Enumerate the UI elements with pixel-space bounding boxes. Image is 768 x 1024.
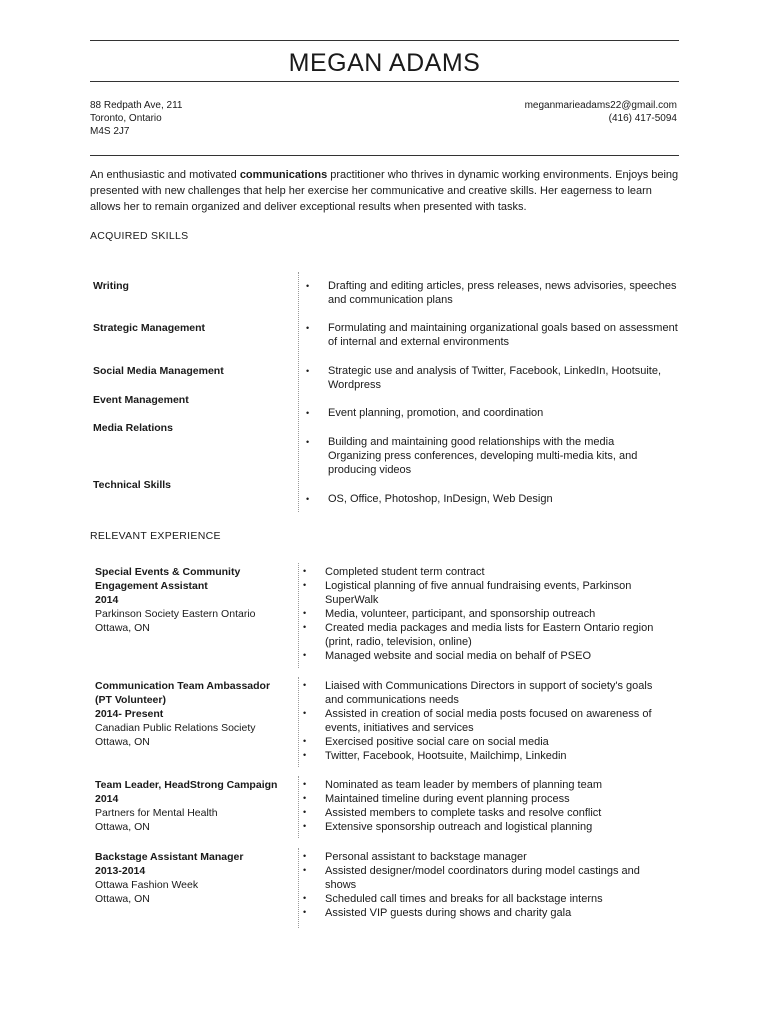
contact-rule [90, 155, 679, 156]
job-bullet-cont: and communications needs [325, 694, 459, 706]
job-bullet: Created media packages and media lists for Eastern Ontario region [325, 622, 654, 634]
job-bullet: Exercised positive social care on social media [325, 736, 549, 748]
bullet-icon: • [306, 366, 310, 376]
job-title: Team Leader, HeadStrong Campaign [95, 779, 278, 791]
job-bullet: Liaised with Communications Directors in support of society's goals [325, 680, 653, 692]
job-title: Communication Team Ambassador [95, 680, 271, 692]
job-location: Ottawa, ON [95, 622, 150, 634]
job-bullet: Assisted VIP guests during shows and charity gala [325, 907, 572, 919]
applicant-name: MEGAN ADAMS [288, 49, 481, 77]
job-title: Special Events & Community [95, 566, 241, 578]
job-bullet-cont: shows [325, 879, 357, 891]
job-entry [95, 778, 300, 834]
job-bullet: Assisted members to complete tasks and resolve conflict [325, 807, 602, 819]
bullet-icon: • [303, 680, 307, 690]
skill-detail-writing: Drafting and editing articles, press releases, news advisories, speeches and communication plans [328, 280, 677, 306]
bullet-icon: • [303, 566, 307, 576]
bullet-icon: • [306, 437, 310, 447]
job-entry [95, 565, 300, 635]
job-title-cont: Engagement Assistant [95, 580, 208, 592]
job-bullet: Nominated as team leader by members of planning team [325, 779, 602, 791]
bullet-icon: • [303, 580, 307, 590]
skill-label-media-relations: Media Relations [93, 422, 173, 434]
job-bullet: Media, volunteer, participant, and sponsorship outreach [325, 608, 596, 620]
job-location: Ottawa, ON [95, 893, 150, 905]
bullet-icon: • [303, 893, 307, 903]
job-bullet-cont: SuperWalk [325, 594, 379, 606]
bullet-icon: • [306, 323, 310, 333]
job-bullet-cont: events, initiatives and services [325, 722, 474, 734]
job-dates: 2014- Present [95, 708, 164, 720]
job-entry [95, 679, 300, 749]
summary-paragraph [90, 167, 680, 215]
name-rule [90, 81, 679, 82]
job-location: Ottawa, ON [95, 736, 150, 748]
job-bullet: Assisted in creation of social media posts focused on awareness of [325, 708, 652, 720]
skill-detail-media-relations: Building and maintaining good relationships with the media Organizing press conferences, developing multi-media kits, and producing videos [328, 436, 638, 476]
postal-code: M4S 2J7 [90, 126, 130, 137]
job-bullet-cont: (print, radio, television, online) [325, 636, 472, 648]
skill-detail-technical: OS, Office, Photoshop, InDesign, Web Design [328, 493, 553, 505]
job-location: Ottawa, ON [95, 821, 150, 833]
skill-label-writing: Writing [93, 280, 129, 292]
bullet-icon: • [303, 865, 307, 875]
skills-heading: ACQUIRED SKILLS [90, 230, 189, 242]
bullet-icon: • [303, 907, 307, 917]
phone-number: (416) 417-5094 [608, 113, 677, 124]
address-line-1: 88 Redpath Ave, 211 [90, 100, 183, 111]
bullet-icon: • [303, 708, 307, 718]
skill-label-strategic-management: Strategic Management [93, 322, 206, 334]
job-bullet: Extensive sponsorship outreach and logistical planning [325, 821, 593, 833]
bullet-icon: • [306, 281, 310, 291]
bullet-icon: • [306, 494, 310, 504]
job-bullet: Personal assistant to backstage manager [325, 851, 527, 863]
summary-text-start: An enthusiastic and motivated [90, 169, 240, 181]
bullet-icon: • [303, 622, 307, 632]
skill-label-technical: Technical Skills [93, 479, 172, 491]
job-bullet: Twitter, Facebook, Hootsuite, Mailchimp, Linkedin [325, 750, 567, 762]
job-organization: Canadian Public Relations Society [95, 722, 256, 734]
bullet-icon: • [303, 793, 307, 803]
job-bullet: Maintained timeline during event planning process [325, 793, 570, 805]
skills-divider [298, 272, 299, 512]
skill-label-event-management: Event Management [93, 394, 189, 406]
job-bullet: Completed student term contract [325, 566, 485, 578]
job-bullet: Scheduled call times and breaks for all backstage interns [325, 893, 603, 905]
bullet-icon: • [303, 736, 307, 746]
job-dates: 2014 [95, 793, 119, 805]
bullet-icon: • [303, 650, 307, 660]
job-title: Backstage Assistant Manager [95, 851, 244, 863]
job-bullet: Managed website and social media on behalf of PSEO [325, 650, 591, 662]
address-block [90, 99, 183, 138]
job-bullet: Assisted designer/model coordinators during model castings and [325, 865, 640, 877]
contact-block [525, 99, 677, 125]
summary-text-end: practitioner who thrives in dynamic working environments. Enjoys being presented with new challenges that help her exercise her communicative and creative skills. Her eagerness to learn allows her to remain organized and deliver exceptional results when presented with tasks. [90, 169, 679, 213]
job-organization: Ottawa Fashion Week [95, 879, 199, 891]
job-entry [95, 850, 300, 906]
bullet-icon: • [306, 408, 310, 418]
job-dates: 2013-2014 [95, 865, 146, 877]
experience-heading: RELEVANT EXPERIENCE [90, 530, 221, 542]
bullet-icon: • [303, 750, 307, 760]
skill-detail-social-media: Strategic use and analysis of Twitter, Facebook, LinkedIn, Hootsuite, Wordpress [328, 365, 662, 391]
bullet-icon: • [303, 779, 307, 789]
job-organization: Parkinson Society Eastern Ontario [95, 608, 256, 620]
address-line-2: Toronto, Ontario [90, 113, 162, 124]
top-rule [90, 40, 679, 41]
bullet-icon: • [303, 821, 307, 831]
email-address[interactable]: meganmarieadams22@gmail.com [524, 100, 677, 111]
skill-detail-event-management: Event planning, promotion, and coordination [328, 407, 544, 419]
skill-label-social-media: Social Media Management [93, 365, 224, 377]
bullet-icon: • [303, 608, 307, 618]
job-dates: 2014 [95, 594, 119, 606]
bullet-icon: • [303, 807, 307, 817]
bullet-icon: • [303, 851, 307, 861]
skill-detail-strategic-management: Formulating and maintaining organizational goals based on assessment of internal and external environments [328, 322, 678, 348]
summary-keyword: communications [239, 169, 328, 181]
job-bullet: Logistical planning of five annual fundraising events, Parkinson [325, 580, 632, 592]
job-title-cont: (PT Volunteer) [95, 694, 166, 706]
job-organization: Partners for Mental Health [95, 807, 218, 819]
